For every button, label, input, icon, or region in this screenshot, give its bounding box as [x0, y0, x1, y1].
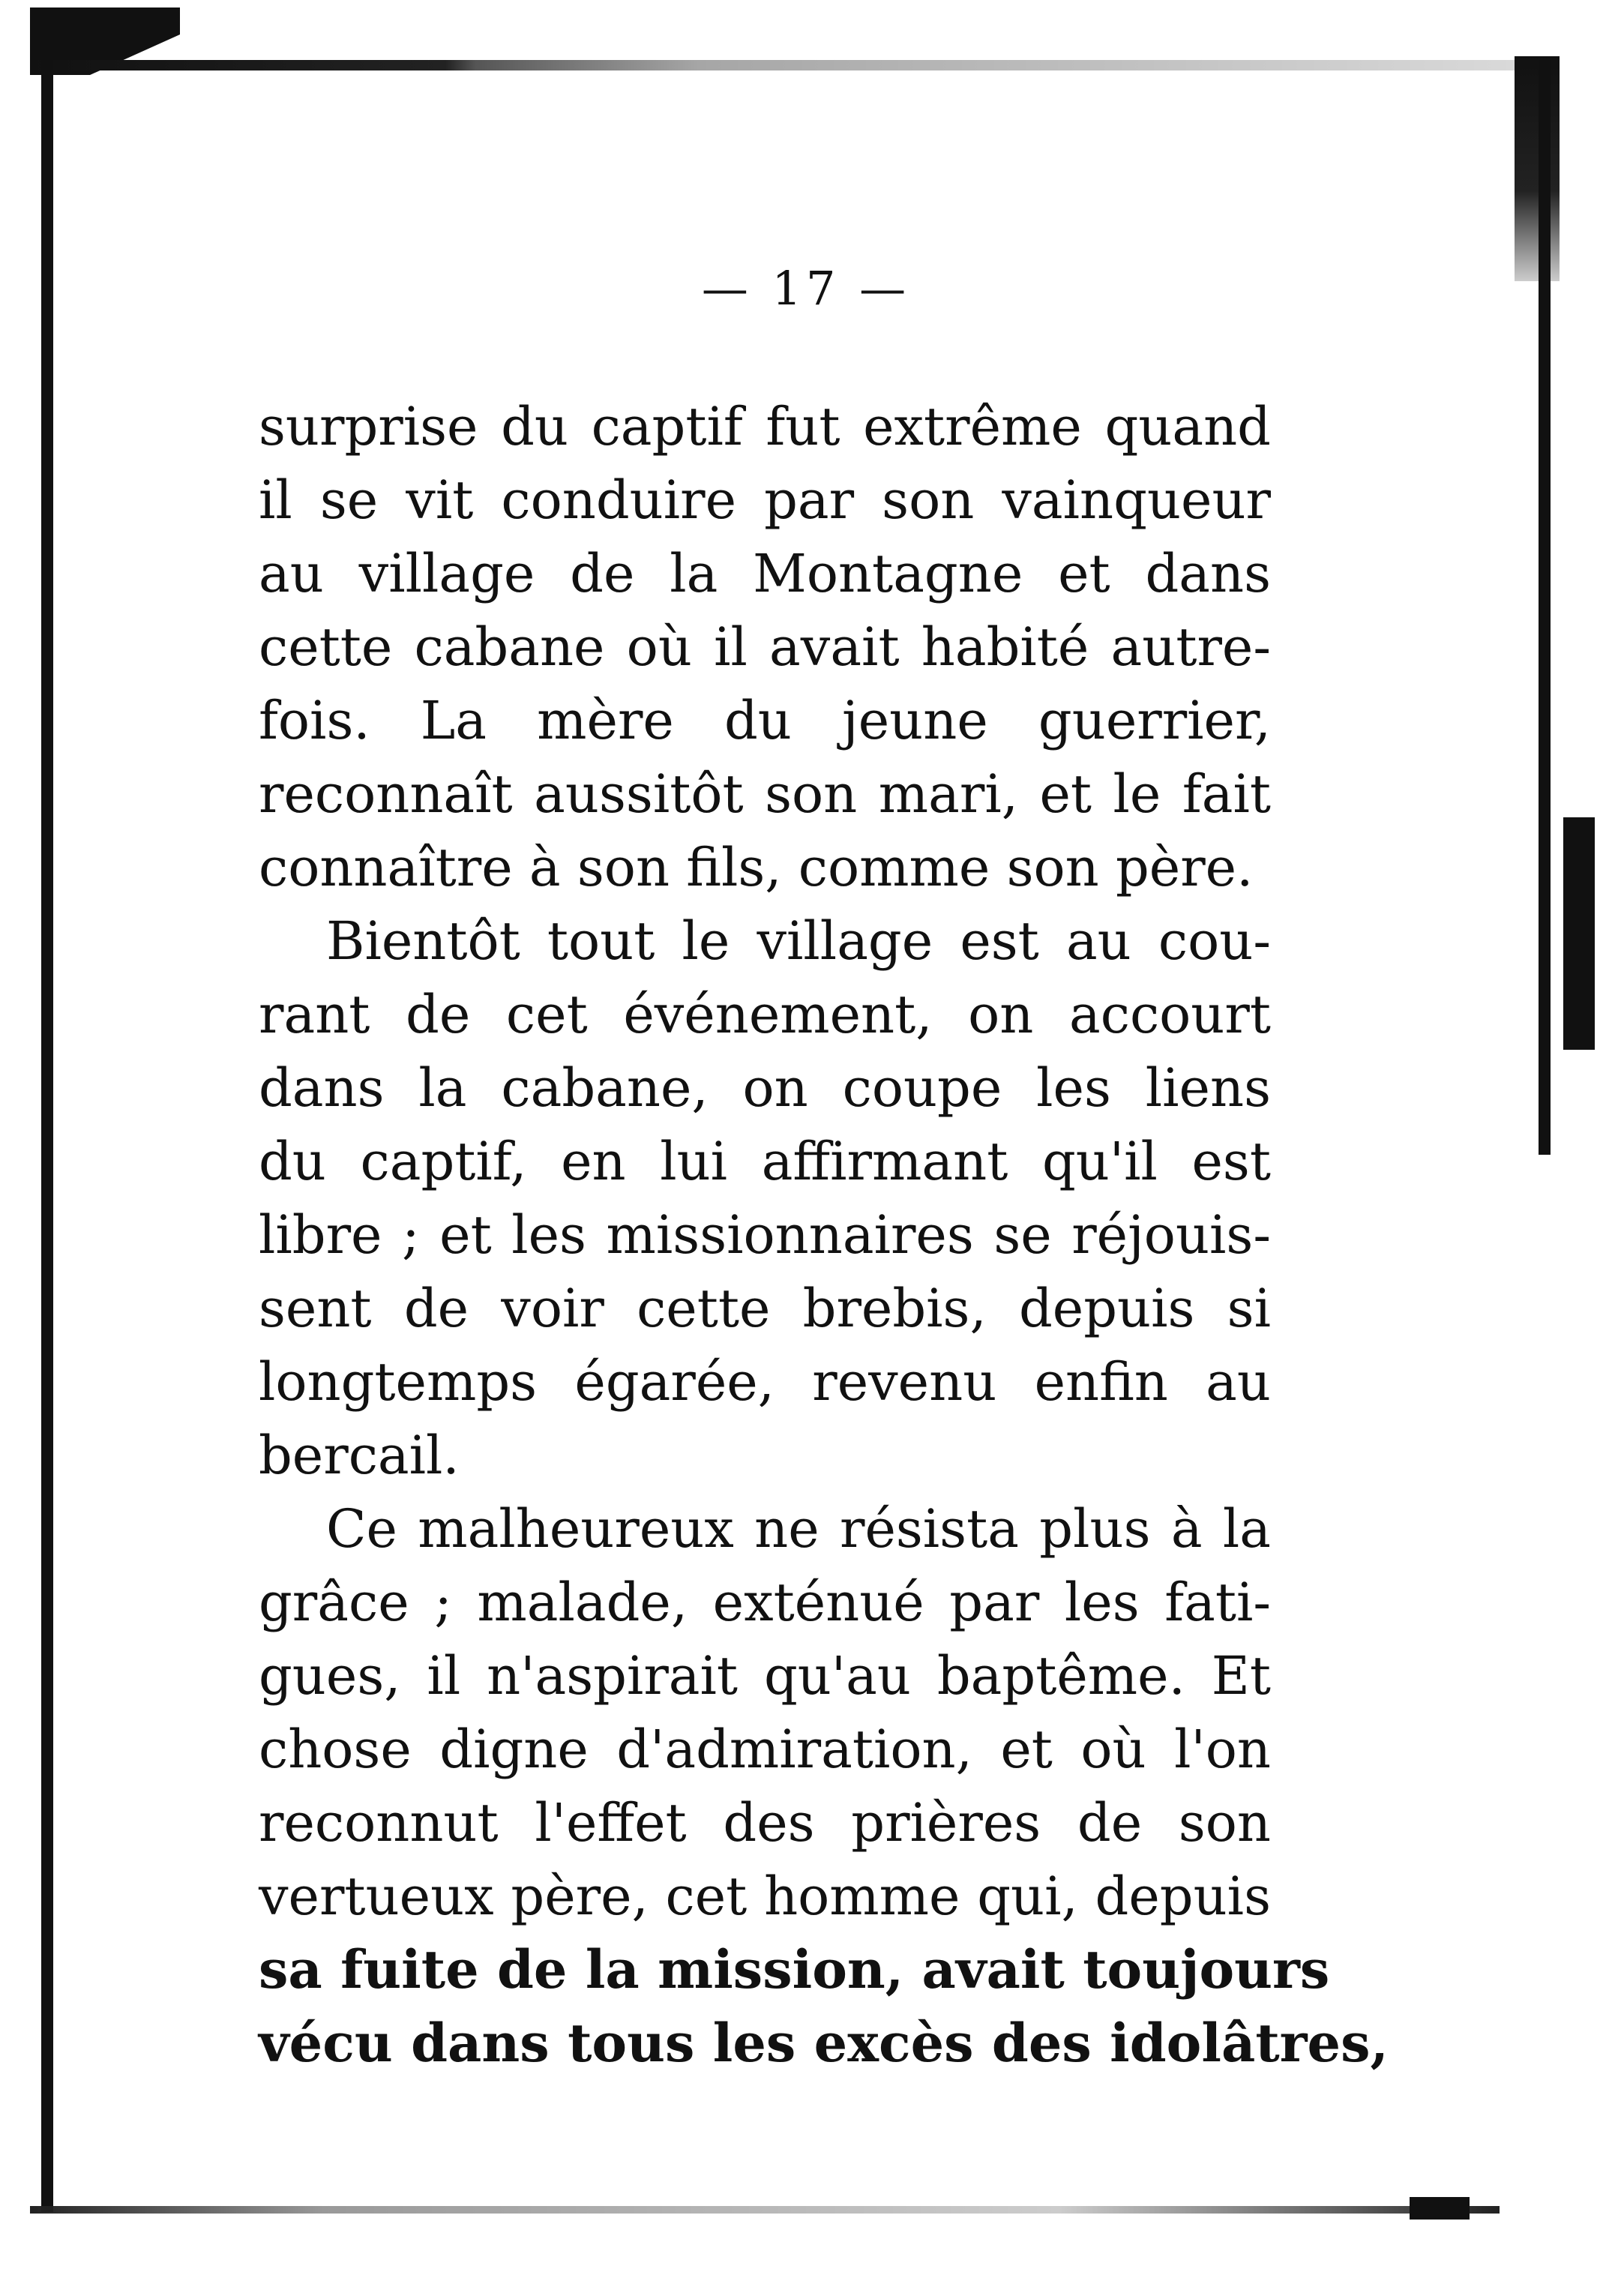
text-line: connaître à son fils, comme son père. — [259, 837, 1254, 898]
text-line: grâce ; malade, exténué par les fati- — [259, 1572, 1271, 1633]
text-line: il se vit conduire par son vainqueur — [259, 469, 1271, 531]
text-line: vertueux père, cet homme qui, depuis — [259, 1866, 1271, 1927]
text-line: au village de la Montagne et dans — [259, 543, 1271, 604]
text-line: sa fuite de la mission, avait toujours — [259, 1938, 1330, 2001]
text-line: longtemps égarée, revenu enfin au — [259, 1351, 1271, 1413]
text-line: vécu dans tous les excès des idolâtres, — [259, 2012, 1389, 2074]
paragraph-start: Ce malheureux ne résista plus à la — [326, 1498, 1271, 1560]
scan-edge-artifact-top-right — [1515, 56, 1560, 281]
text-line: libre ; et les missionnaires se réjouis- — [259, 1204, 1271, 1266]
page-border-top — [30, 60, 1515, 70]
text-line: gues, il n'aspirait qu'au baptême. Et — [259, 1645, 1271, 1707]
paragraph-start: Bientôt tout le village est au cou- — [326, 910, 1271, 972]
text-line: reconnut l'effet des prières de son — [259, 1792, 1271, 1854]
scan-edge-artifact-right — [1563, 817, 1595, 1050]
text-line: chose digne d'admiration, et où l'on — [259, 1719, 1271, 1780]
body-text — [259, 390, 1389, 2080]
text-line: cette cabane où il avait habité autre- — [259, 616, 1271, 678]
page-border-bottom — [30, 2206, 1500, 2214]
text-line: bercail. — [259, 1425, 460, 1486]
text-line: reconnaît aussitôt son mari, et le fait — [259, 763, 1271, 825]
text-line: fois. La mère du jeune guerrier, — [259, 690, 1271, 751]
page-border-left — [41, 60, 53, 2212]
scan-corner-artifact-bottom — [1410, 2197, 1470, 2220]
page-number: — 17 — — [701, 261, 911, 316]
text-line: sent de voir cette brebis, depuis si — [259, 1278, 1271, 1339]
page-border-right — [1539, 60, 1551, 1155]
text-line: rant de cet événement, on accourt — [259, 984, 1271, 1045]
text-line: du captif, en lui affirmant qu'il est — [259, 1131, 1271, 1192]
text-line: surprise du captif fut extrême quand — [259, 396, 1271, 457]
text-line: dans la cabane, on coupe les liens — [259, 1057, 1271, 1119]
